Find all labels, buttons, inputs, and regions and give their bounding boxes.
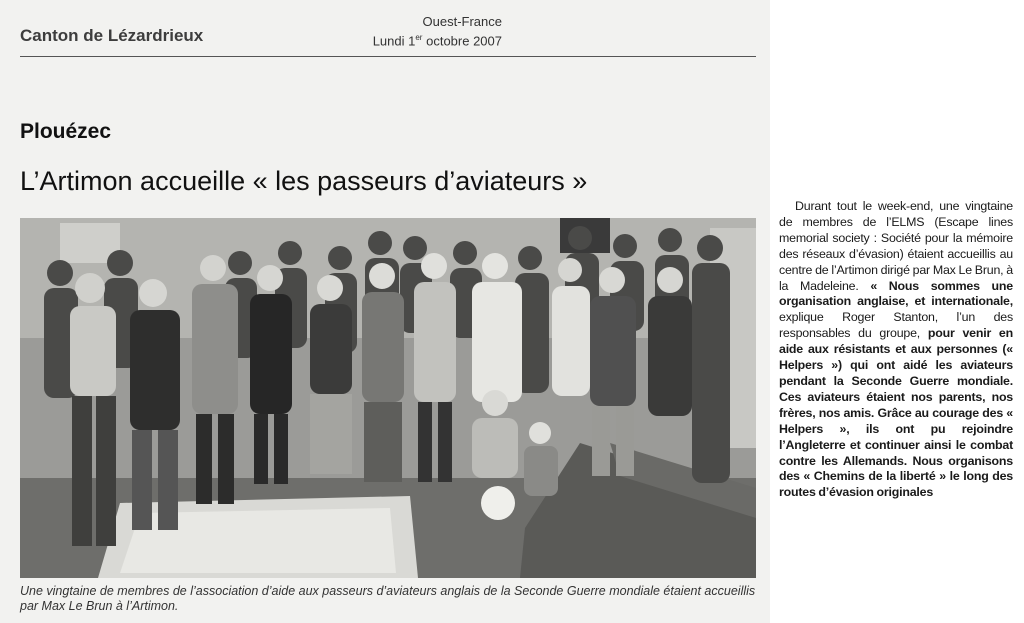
date-suffix: octobre 2007 bbox=[422, 33, 502, 49]
publication-date bbox=[373, 30, 502, 49]
section-title: Canton de Lézardrieux bbox=[20, 26, 204, 45]
date-ordinal: er bbox=[415, 33, 423, 42]
article-intro: Durant tout le week-end, une vingtaine de membres de l’ELMS (Escape lines memorial society : Société pour la mémoire des réseaux d’évasion) étaient accueillis au centre de l’Artimon dirigé par Max Le Brun, à la Madeleine. bbox=[779, 199, 1013, 293]
group-photo-illustration bbox=[20, 218, 756, 578]
article-tail: le long des routes d’évasion originales bbox=[779, 469, 1013, 500]
article-town: Plouézec bbox=[20, 120, 112, 143]
article-attribution: explique Roger Stanton, l’un des responsables du groupe, bbox=[779, 310, 1013, 341]
article-headline: L’Artimon accueille « les passeurs d’aviateurs » bbox=[20, 166, 588, 196]
group-photo bbox=[20, 218, 756, 578]
photo-caption: Une vingtaine de membres de l’association d’aide aux passeurs d’aviateurs anglais de la Seconde Guerre mondiale étaient accueillis par Max Le Brun à l’Artimon. bbox=[20, 584, 756, 613]
article-body bbox=[779, 199, 1013, 501]
article-quote-2: pour venir en aide aux résistants et aux personnes (« Helpers ») qui ont aidé les aviateurs pendant la Seconde Guerre mondiale. Ces aviateurs étaient nos parents, nos frères, nos amis. Grâce au courage des « Helpers », ils ont pu rejoindre l’Angleterre et continuer ainsi le combat contre les Allemands. Nous organisons des « Chemins de la liberté » bbox=[779, 326, 1013, 484]
article-paragraph bbox=[779, 199, 1013, 501]
article-quote-1: « Nous sommes une organisation anglaise, et internationale, bbox=[779, 278, 1013, 309]
newspaper-masthead bbox=[373, 14, 502, 49]
date-prefix: Lundi 1 bbox=[372, 33, 416, 49]
newspaper-name: Ouest-France bbox=[422, 14, 502, 29]
header-divider bbox=[20, 56, 756, 57]
